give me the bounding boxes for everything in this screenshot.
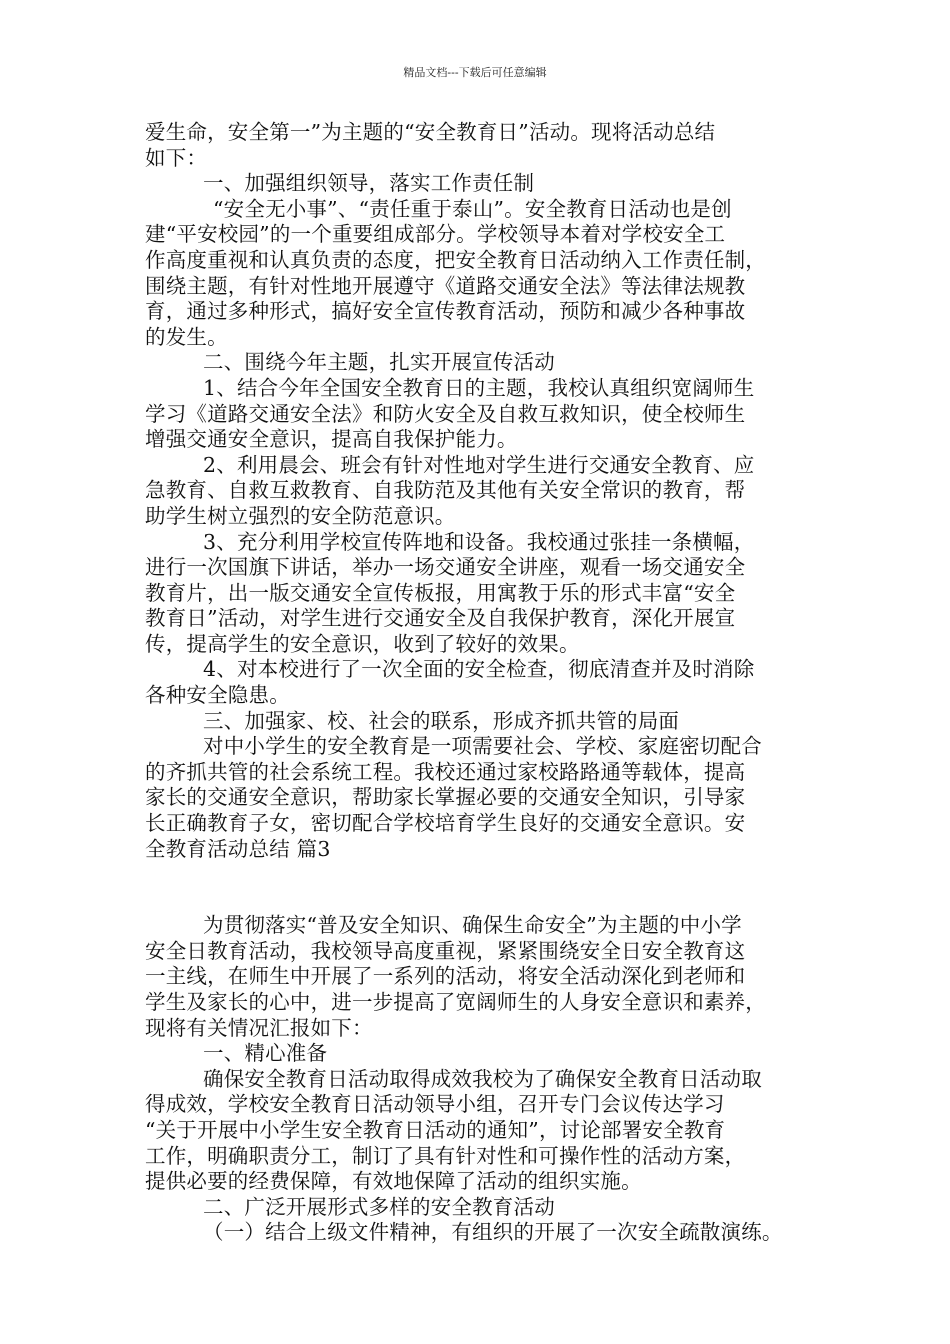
text-line: 传，提高学生的安全意识，收到了较好的效果。	[145, 631, 580, 656]
text-line: 建“平安校园”的一个重要组成部分。学校领导本着对学校安全工	[145, 222, 726, 247]
section-heading: 二、围绕今年主题，扎实开展宣传活动	[203, 350, 555, 375]
text-line: 安全日教育活动，我校领导高度重视，紧紧围绕安全日安全教育这	[145, 938, 746, 963]
text-line: 爱生命，安全第一”为主题的“安全教育日”活动。现将活动总结	[145, 120, 716, 144]
document-body	[145, 120, 820, 1246]
section-heading: 二、广泛开展形式多样的安全教育活动	[203, 1194, 555, 1219]
text-line: 对中小学生的安全教育是一项需要社会、学校、家庭密切配合	[203, 734, 762, 759]
text-line: 教育片，出一版交通安全宣传板报，用寓教于乐的形式丰富“安全	[145, 580, 736, 605]
text-line: 各种安全隐患。	[145, 683, 290, 708]
text-line: 的发生。	[145, 324, 228, 349]
section-heading: 三、加强家、校、社会的联系，形成齐抓共管的局面	[203, 708, 680, 733]
text-line: 全教育活动总结 篇3	[145, 836, 331, 861]
text-line: 增强交通安全意识，提高自我保护能力。	[145, 427, 518, 452]
text-line: 教育日”活动，对学生进行交通安全及自我保护教育，深化开展宣	[145, 606, 736, 631]
text-line: 3、充分利用学校宣传阵地和设备。我校通过张挂一条横幅，	[203, 529, 755, 554]
text-line: 如下：	[145, 145, 208, 170]
text-line: 1、结合今年全国安全教育日的主题，我校认真组织宽阔师生	[203, 375, 755, 400]
text-line: 长正确教育子女，密切配合学校培育学生良好的交通安全意识。安	[145, 811, 746, 836]
text-line: 急教育、自救互救教育、自我防范及其他有关安全常识的教育，帮	[145, 478, 746, 503]
text-line: 4、对本校进行了一次全面的安全检查，彻底清查并及时消除	[203, 657, 755, 682]
text-line: 为贯彻落实“普及安全知识、确保生命安全”为主题的中小学	[203, 913, 742, 938]
text-line: 现将有关情况汇报如下：	[145, 1015, 373, 1040]
section-heading: 一、精心准备	[203, 1041, 328, 1066]
text-line: 育，通过多种形式，搞好安全宣传教育活动，预防和减少各种事故	[145, 299, 746, 324]
text-line: “关于开展中小学生安全教育日活动的通知”，讨论部署安全教育	[145, 1117, 726, 1142]
text-line: 一主线，在师生中开展了一系列的活动，将安全活动深化到老师和	[145, 964, 746, 989]
section-heading: 一、加强组织领导，落实工作责任制	[203, 171, 535, 196]
text-line: 助学生树立强烈的安全防范意识。	[145, 503, 456, 528]
text-line: 得成效，学校安全教育日活动领导小组，召开专门会议传达学习	[145, 1092, 725, 1117]
page-header: 精品文档---下载后可任意编辑	[403, 66, 547, 79]
text-line: 进行一次国旗下讲话，举办一场交通安全讲座，观看一场交通安全	[145, 555, 746, 580]
text-line: 2、利用晨会、班会有针对性地对学生进行交通安全教育、应	[203, 452, 755, 477]
text-line: 工作，明确职责分工，制订了具有针对性和可操作性的活动方案，	[145, 1143, 746, 1168]
text-line: 的齐抓共管的社会系统工程。我校还通过家校路路通等载体，提高	[145, 759, 746, 784]
text-line: 提供必要的经费保障，有效地保障了活动的组织实施。	[145, 1169, 642, 1194]
text-line: 作高度重视和认真负责的态度，把安全教育日活动纳入工作责任制，	[145, 247, 766, 272]
text-line: “安全无小事”、“责任重于泰山”。安全教育日活动也是创	[213, 196, 732, 221]
text-line: 确保安全教育日活动取得成效我校为了确保安全教育日活动取	[203, 1066, 762, 1091]
text-line: 学生及家长的心中，进一步提高了宽阔师生的人身安全意识和素养，	[145, 990, 766, 1014]
text-line: （一）结合上级文件精神，有组织的开展了一次安全疏散演练。	[203, 1220, 783, 1245]
text-line: 学习《道路交通安全法》和防火安全及自救互救知识，使全校师生	[145, 401, 746, 426]
paragraph-gap	[145, 862, 820, 913]
text-line: 家长的交通安全意识，帮助家长掌握必要的交通安全知识，引导家	[145, 785, 746, 810]
text-line: 围绕主题，有针对性地开展遵守《道路交通安全法》等法律法规教	[145, 273, 746, 298]
